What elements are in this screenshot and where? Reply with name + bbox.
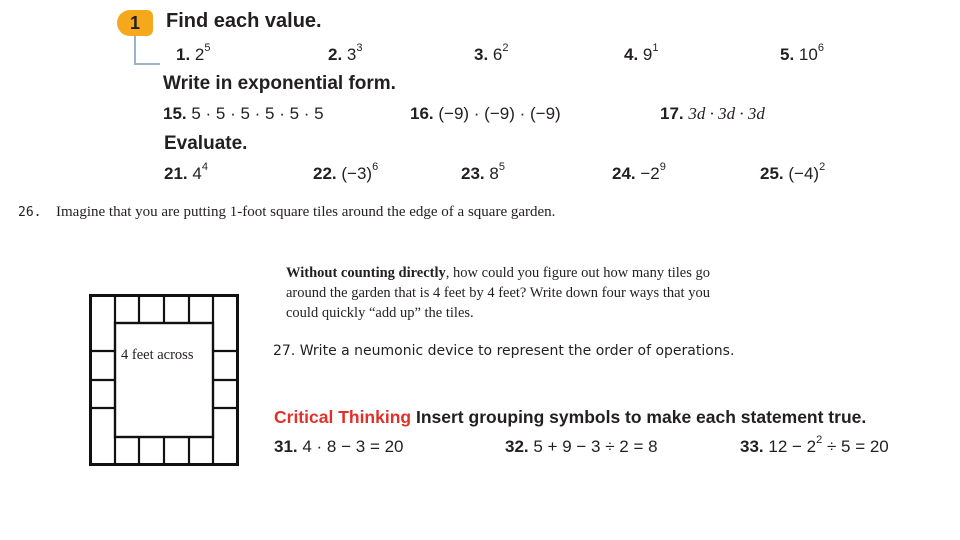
critical-thinking-instruction: Insert grouping symbols to make each statement true. bbox=[415, 407, 867, 427]
problem-4: 4. $9^1$ bbox=[624, 42, 659, 64]
problem-21: 21. $4^4$ bbox=[164, 161, 208, 183]
bracket-line-foot bbox=[134, 63, 160, 65]
critical-thinking-label: Critical Thinking bbox=[274, 407, 412, 427]
problem-33: 33. $12 - 2^2 \div 5 = 20$ bbox=[740, 434, 889, 456]
problem-23: 23. $8^5$ bbox=[461, 161, 505, 183]
critical-thinking-header bbox=[274, 407, 866, 428]
problem-3: 3. $6^2$ bbox=[474, 42, 509, 64]
problem-32: 32. 5 + 9 − 3 ÷ 2 = 8 bbox=[505, 437, 658, 456]
problem-2: 2. $3^3$ bbox=[328, 42, 363, 64]
problem-31: 31. 4 · 8 − 3 = 20 bbox=[274, 437, 404, 456]
question-26-number: 26. bbox=[18, 205, 42, 220]
problem-1: 1. $2^5$ bbox=[176, 42, 211, 64]
garden-label: 4 feet across bbox=[121, 347, 194, 363]
problem-25: 25. $(-4)^2$ bbox=[760, 161, 826, 183]
problem-15: 15. 5 · 5 · 5 · 5 · 5 · 5 bbox=[163, 104, 324, 123]
section-title-evaluate: Evaluate. bbox=[164, 133, 248, 154]
lesson-badge: 1 bbox=[117, 10, 153, 36]
question-26-instructions: Without counting directly, how could you figure out how many tiles go around the garden that is 4 feet by 4 feet? Write down four ways that you could quickly “add up” the tiles. bbox=[286, 265, 710, 321]
bracket-line bbox=[134, 36, 136, 65]
problem-16: 16. (−9) · (−9) · (−9) bbox=[410, 104, 561, 123]
problem-24: 24. $-2^9$ bbox=[612, 161, 666, 183]
question-26-prompt: Imagine that you are putting 1-foot square tiles around the edge of a square garden. bbox=[56, 204, 556, 220]
section-title-find-value: Find each value. bbox=[166, 10, 322, 32]
problem-17: 17. 3d · 3d · 3d bbox=[660, 104, 765, 123]
garden-tile-diagram bbox=[89, 294, 239, 466]
problem-22: 22. $(-3)^6$ bbox=[313, 161, 379, 183]
section-title-exponential-form: Write in exponential form. bbox=[163, 73, 396, 94]
problem-5: 5. $10^6$ bbox=[780, 42, 824, 64]
question-27: 27. Write a neumonic device to represent the order of operations. bbox=[273, 343, 735, 359]
bold-lead: Without counting directly bbox=[286, 265, 446, 281]
